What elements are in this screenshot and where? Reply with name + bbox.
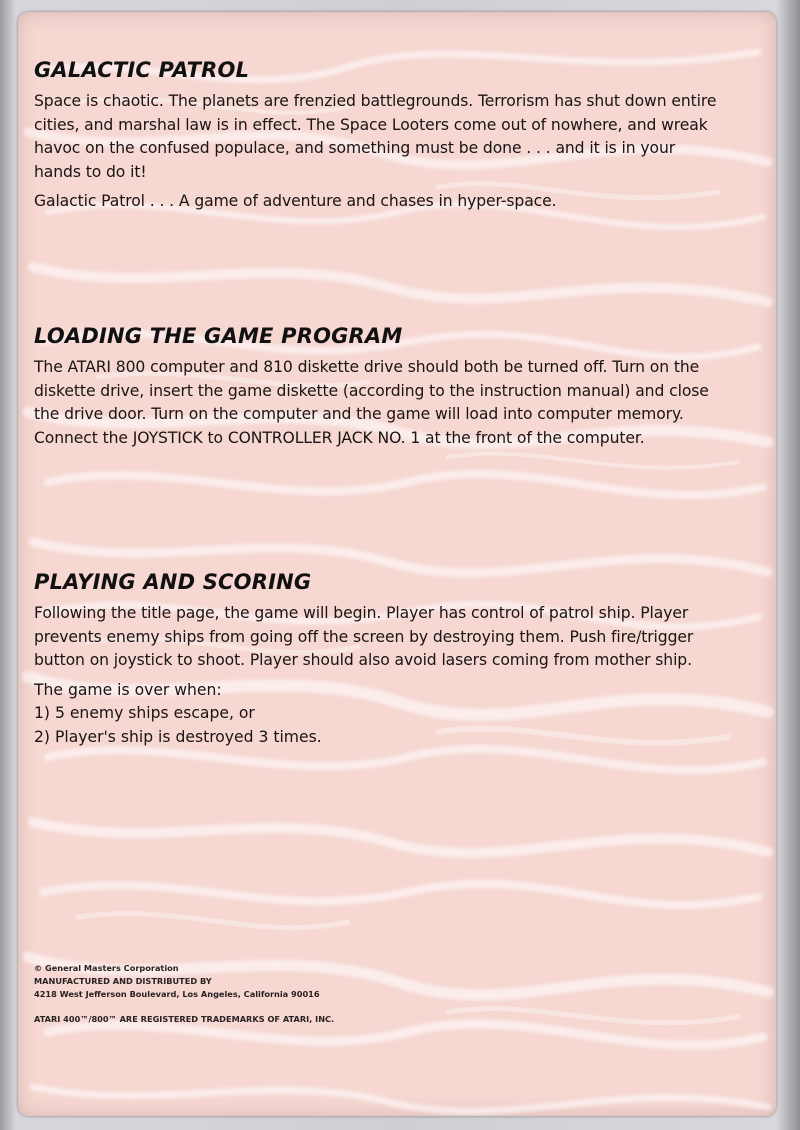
address-line: 4218 West Jefferson Boulevard, Los Angeles, California 90016	[34, 989, 320, 999]
game-over-condition: 2) Player's ship is destroyed 3 times.	[34, 727, 322, 746]
section-playing-and-scoring	[34, 570, 724, 749]
playing-paragraph: Following the title page, the game will begin. Player has control of patrol ship. Player prevents enemy ships from going off the screen by destroying them. Push fire/trigger button on joystick to shoot. Player should also avoid lasers coming from mother ship.	[34, 604, 694, 669]
game-over-condition: 1) 5 enemy ships escape, or	[34, 704, 255, 722]
intro-paragraph: Space is chaotic. The planets are frenzied battlegrounds. Terrorism has shut down entire cities, and marshal law is in effect. The Space Looters come out of nowhere, and wreak havoc on the confused populace, and something must be done . . . and it is in your hands to do it!	[34, 92, 717, 181]
section-loading-the-game-program	[34, 324, 724, 456]
copyright-line: © General Masters Corporation	[34, 963, 179, 973]
trademark-line: ATARI 400™/800™ ARE REGISTERED TRADEMARKS OF ATARI, INC.	[34, 1014, 335, 1024]
manufacturer-line: MANUFACTURED AND DISTRIBUTED BY	[34, 976, 212, 986]
intro-tagline: Galactic Patrol . . . A game of adventure and chases in hyper-space.	[34, 192, 557, 210]
section-title: LOADING THE GAME PROGRAM	[34, 324, 403, 348]
section-title: PLAYING AND SCORING	[34, 570, 312, 594]
loading-paragraph: The ATARI 800 computer and 810 diskette drive should both be turned off. Turn on the diskette drive, insert the game diskette (according to the instruction manual) and close the drive door. Turn on the computer and the game will load into computer memory. Connect the JOYSTICK to CONTROLLER JACK NO. 1 at the front of the computer.	[34, 358, 709, 447]
game-over-intro: The game is over when:	[34, 680, 222, 699]
section-galactic-patrol	[34, 58, 724, 220]
section-title: GALACTIC PATROL	[34, 58, 250, 82]
legal-footer	[34, 962, 454, 1026]
